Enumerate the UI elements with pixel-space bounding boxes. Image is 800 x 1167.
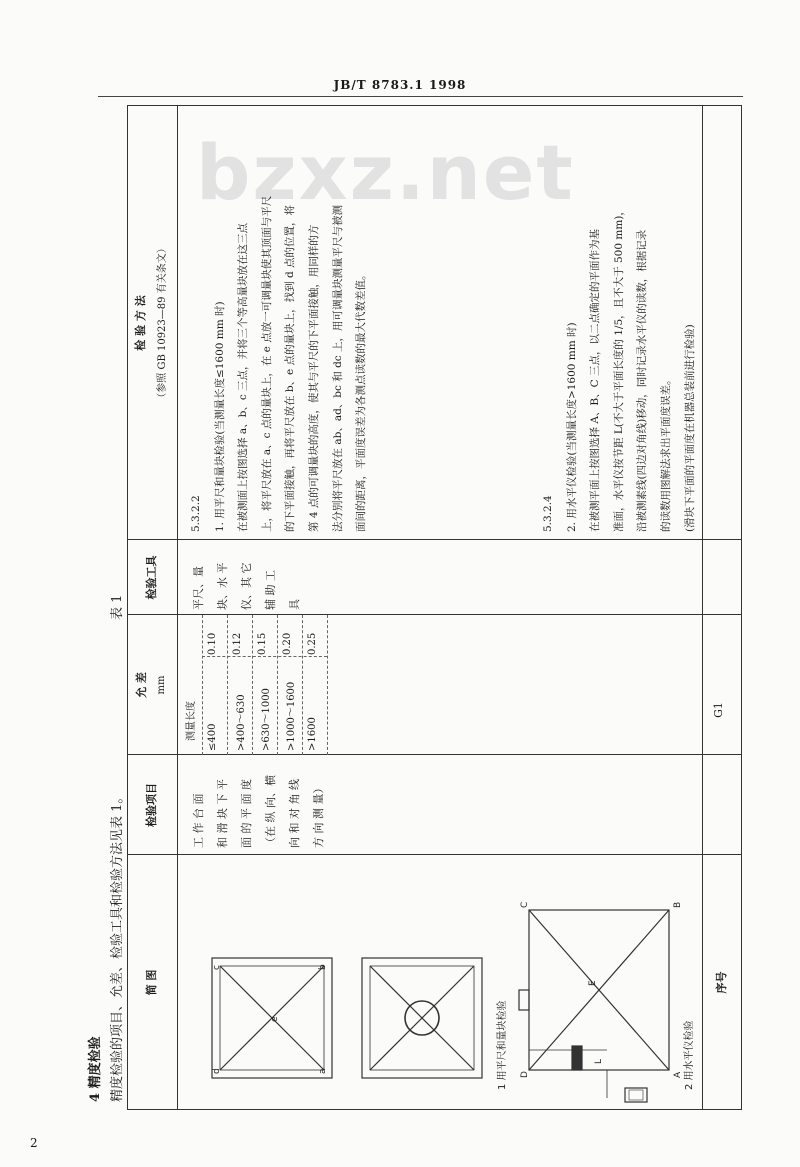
method-line: 2. 用水平仪检验(当测量长度>1600 mm 时) [565, 322, 578, 532]
tolerance-length: >1000～1600 [286, 681, 297, 751]
item-line: 面 的 平 面 度 [240, 779, 253, 848]
label-c: c [212, 965, 222, 970]
tolerance-length: >1600 [307, 717, 318, 751]
tools-line: 具 [288, 599, 301, 610]
method-line: 上，将平尺放在 a、c 点的量块上，在 e 点放一可调量块使其顶面与平尺 [260, 195, 273, 532]
watermark: bzxz.net [196, 128, 575, 217]
method-line: 在被测平面上按图选择 A、B、C 三点，以二点确定的平面作为基 [589, 228, 602, 532]
item-line: 和 滑 块 下 平 [216, 779, 229, 848]
label-d: d [212, 1068, 222, 1074]
method-line: 面间的距离，平面度误差为各测点读数的最大代数差值。 [355, 269, 368, 532]
method-line: 沿被测素线(四边对角线)移动，同时记录水平仪的读数，根据记录 [636, 229, 649, 532]
label-E: E [588, 980, 598, 986]
header-rule [98, 96, 743, 97]
method-line: 1. 用平尺和量块检验(当测量长度≤1600 mm 时) [213, 301, 226, 532]
label-b: b [318, 964, 328, 970]
section-intro: 精度检验的项目、允差、检验工具和检验方法见表 1。 [110, 790, 125, 1102]
label-D: D [520, 1071, 530, 1078]
header-seq: 序号 [715, 971, 728, 994]
label-e: e [270, 1016, 280, 1022]
page-number: 2 [30, 1136, 38, 1150]
diagram-caption-2: 2 用水平仪检验 [684, 1020, 695, 1090]
diagram-area [177, 855, 702, 1110]
tolerance-value: 0.20 [282, 632, 293, 655]
inspection-item [187, 758, 331, 848]
header-method: 检 验 方 法 [134, 295, 147, 351]
header-item: 检验项目 [145, 783, 158, 827]
item-line: 工 作 台 面 [192, 793, 205, 848]
tolerance-length: ≤400 [207, 723, 218, 751]
item-line: 向 和 对 角 线 [288, 779, 301, 848]
tolerance-value: 0.25 [307, 632, 318, 655]
tools-line: 仪、其 它 [240, 562, 253, 610]
level-instrument-icon [519, 990, 529, 1010]
tolerance-header: 测量长度 [186, 701, 197, 741]
method-paragraph-2 [537, 112, 702, 532]
tolerance-length: >630～1000 [261, 688, 272, 751]
tolerance-value: 0.15 [257, 632, 268, 655]
table-title: 表 1 [110, 594, 125, 620]
header-tolerance: 允 差 [135, 672, 148, 698]
method-line: 5.3.2.2 [190, 495, 202, 532]
tools-line: 辅 助 工 [264, 570, 277, 610]
method-line: 的下平面接触，再将平尺放在 b、e 点的量块上，找到 d 点的位置，将 [284, 204, 297, 532]
inspection-table [127, 105, 742, 1110]
label-a: a [318, 1068, 328, 1074]
tolerance-length: >400～630 [236, 694, 247, 751]
sequence-number: G1 [712, 702, 725, 718]
header-diagram: 简 图 [145, 969, 158, 996]
tolerance-value: 0.12 [232, 632, 243, 655]
label-B: B [673, 901, 683, 908]
tools-line: 平尺、量 [192, 566, 205, 610]
tools-line: 块、水 平 [216, 562, 229, 610]
page-header [0, 74, 800, 93]
label-C: C [520, 901, 530, 908]
header-tools: 检验工具 [145, 555, 158, 600]
item-line: （在 纵 向、横 [264, 775, 277, 848]
rotated-page-content [72, 105, 742, 1110]
method-line: (滑块下平面的平面度在机器总装前进行检验) [683, 324, 696, 532]
method-line: 第 4 点的可调量块的高度，使其与平尺的下平面接触，用同样的方 [307, 224, 320, 532]
label-L: L [594, 1058, 604, 1064]
tolerance-value: 0.10 [207, 632, 218, 655]
method-line: 在被测面上按图选择 a、b、c 三点，并将三个等高量块放在这三点 [237, 222, 250, 532]
header-tolerance-unit: mm [156, 675, 167, 695]
standard-code: JB/T 8783.1 1998 [333, 78, 467, 92]
method-line: 5.3.2.4 [542, 495, 554, 532]
section-title: 4 精度检验 [88, 1036, 103, 1102]
label-A: A [673, 1071, 683, 1078]
item-line: 方 向 测 量） [312, 782, 325, 848]
header-method-ref: （参照 GB 10923—89 有关条文） [157, 243, 168, 403]
diagram-caption-1: 1 用平尺和量块检验 [497, 1000, 508, 1090]
level-block-icon [572, 1046, 582, 1070]
method-line: 的读数用图解法求出平面度误差。 [659, 374, 672, 532]
method-line: 准面，水平仪按节距 L(不大于平面长度的 1/5，且不大于 500 mm)， [612, 205, 625, 532]
method-line: 法分别将平尺放在 ab、ad、bc 和 dc 上，用可调量块测量平尺与被测 [331, 204, 344, 532]
inspection-tools [187, 542, 307, 610]
method-paragraph-1 [185, 112, 374, 532]
